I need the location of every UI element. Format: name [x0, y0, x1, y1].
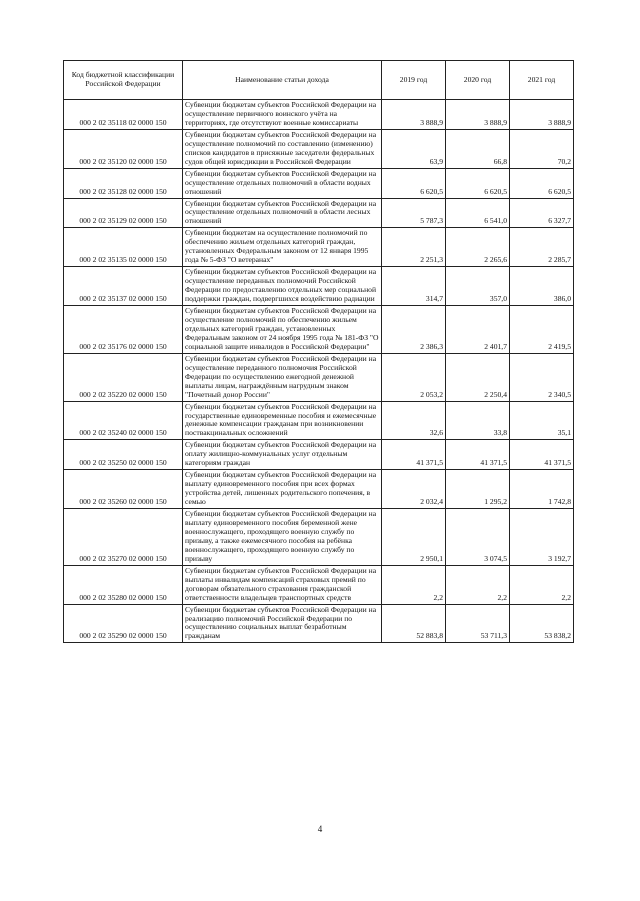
name-cell: Субвенции бюджетам субъектов Российской Федерации на осуществление переданного полномочия Российской Федерации по осуществлению ежегодной денежной выплаты лицам, награждённым нагрудным знаком "Почетный донор России" [183, 353, 382, 401]
value-2020-cell: 66,8 [446, 129, 510, 168]
code-cell: 000 2 02 35128 02 0000 150 [64, 168, 183, 198]
budget-table-container [63, 60, 574, 643]
table-row [64, 353, 574, 401]
value-2021-cell: 6 620,5 [510, 168, 574, 198]
table-row [64, 267, 574, 306]
page-number: 4 [317, 824, 323, 834]
value-2019-cell: 314,7 [382, 267, 446, 306]
header-2020: 2020 год [446, 61, 510, 100]
header-row [64, 61, 574, 100]
value-2021-cell: 70,2 [510, 129, 574, 168]
value-2019-cell: 52 883,8 [382, 604, 446, 643]
name-cell: Субвенции бюджетам субъектов Российской Федерации на осуществление первичного воинского учёта на территориях, где отсутствуют военные комиссариаты [183, 100, 382, 130]
code-cell: 000 2 02 35118 02 0000 150 [64, 100, 183, 130]
value-2021-cell: 2 285,7 [510, 228, 574, 267]
value-2019-cell: 2 032,4 [382, 470, 446, 509]
code-cell: 000 2 02 35137 02 0000 150 [64, 267, 183, 306]
table-row [64, 168, 574, 198]
code-cell: 000 2 02 35135 02 0000 150 [64, 228, 183, 267]
value-2020-cell: 3 074,5 [446, 509, 510, 566]
value-2020-cell: 357,0 [446, 267, 510, 306]
value-2019-cell: 5 787,3 [382, 198, 446, 228]
name-cell: Субвенции бюджетам субъектов Российской Федерации на осуществление отдельных полномочий в области лесных отношений [183, 198, 382, 228]
name-cell: Субвенции бюджетам субъектов Российской Федерации на осуществление переданных полномочий Российской Федерации по предоставлению отдельных мер социальной поддержки граждан, подвергшихся воздействию радиации [183, 267, 382, 306]
name-cell: Субвенции бюджетам на осуществление полномочий по обеспечению жильем отдельных категорий граждан, установленных Федеральным законом от 12 января 1995 года № 5-ФЗ "О ветеранах" [183, 228, 382, 267]
value-2019-cell: 63,9 [382, 129, 446, 168]
value-2020-cell: 1 295,2 [446, 470, 510, 509]
code-cell: 000 2 02 35120 02 0000 150 [64, 129, 183, 168]
value-2020-cell: 2 250,4 [446, 353, 510, 401]
value-2020-cell: 33,8 [446, 401, 510, 440]
value-2020-cell: 3 888,9 [446, 100, 510, 130]
code-cell: 000 2 02 35260 02 0000 150 [64, 470, 183, 509]
code-cell: 000 2 02 35290 02 0000 150 [64, 604, 183, 643]
code-cell: 000 2 02 35250 02 0000 150 [64, 440, 183, 470]
name-cell: Субвенции бюджетам субъектов Российской Федерации на государственные единовременные пособия и ежемесячные денежные компенсации гражданам при возникновении поствакцинальных осложнений [183, 401, 382, 440]
code-cell: 000 2 02 35280 02 0000 150 [64, 565, 183, 604]
code-cell: 000 2 02 35129 02 0000 150 [64, 198, 183, 228]
table-row [64, 306, 574, 354]
code-cell: 000 2 02 35240 02 0000 150 [64, 401, 183, 440]
table-row [64, 509, 574, 566]
value-2020-cell: 6 541,0 [446, 198, 510, 228]
table-row [64, 565, 574, 604]
table-row [64, 198, 574, 228]
value-2019-cell: 2,2 [382, 565, 446, 604]
name-cell: Субвенции бюджетам субъектов Российской Федерации на выплаты инвалидам компенсаций страховых премий по договорам обязательного страхования гражданской ответственности владельцев транспортных средств [183, 565, 382, 604]
value-2019-cell: 32,6 [382, 401, 446, 440]
table-row [64, 228, 574, 267]
value-2021-cell: 2 419,5 [510, 306, 574, 354]
table-row [64, 100, 574, 130]
budget-revenue-table [63, 60, 574, 643]
value-2020-cell: 2 265,6 [446, 228, 510, 267]
value-2021-cell: 2,2 [510, 565, 574, 604]
header-code: Код бюджетной классификации Российской Федерации [64, 61, 183, 100]
value-2020-cell: 2 401,7 [446, 306, 510, 354]
table-row [64, 470, 574, 509]
value-2020-cell: 41 371,5 [446, 440, 510, 470]
name-cell: Субвенции бюджетам субъектов Российской Федерации на выплату единовременного пособия при всех формах устройства детей, лишенных родительского попечения, в семью [183, 470, 382, 509]
value-2021-cell: 53 838,2 [510, 604, 574, 643]
value-2021-cell: 3 888,9 [510, 100, 574, 130]
value-2020-cell: 2,2 [446, 565, 510, 604]
value-2021-cell: 35,1 [510, 401, 574, 440]
code-cell: 000 2 02 35176 02 0000 150 [64, 306, 183, 354]
value-2021-cell: 6 327,7 [510, 198, 574, 228]
name-cell: Субвенции бюджетам субъектов Российской Федерации на оплату жилищно-коммунальных услуг отдельным категориям граждан [183, 440, 382, 470]
name-cell: Субвенции бюджетам субъектов Российской Федерации на осуществление полномочий по обеспечению жильем отдельных категорий граждан, установленных Федеральным законом от 24 ноября 1995 года № 181-ФЗ "О социальной защите инвалидов в Российской Федерации" [183, 306, 382, 354]
value-2021-cell: 3 192,7 [510, 509, 574, 566]
value-2020-cell: 6 620,5 [446, 168, 510, 198]
value-2021-cell: 41 371,5 [510, 440, 574, 470]
table-row [64, 440, 574, 470]
table-row [64, 604, 574, 643]
table-row [64, 401, 574, 440]
table-row [64, 129, 574, 168]
value-2019-cell: 6 620,5 [382, 168, 446, 198]
value-2021-cell: 386,0 [510, 267, 574, 306]
name-cell: Субвенции бюджетам субъектов Российской Федерации на осуществление полномочий по составлению (изменению) списков кандидатов в присяжные заседатели федеральных судов общей юрисдикции в Российской Федерации [183, 129, 382, 168]
table-header [64, 61, 574, 100]
table-body [64, 100, 574, 643]
value-2019-cell: 3 888,9 [382, 100, 446, 130]
value-2021-cell: 1 742,8 [510, 470, 574, 509]
header-2021: 2021 год [510, 61, 574, 100]
value-2020-cell: 53 711,3 [446, 604, 510, 643]
value-2021-cell: 2 340,5 [510, 353, 574, 401]
code-cell: 000 2 02 35220 02 0000 150 [64, 353, 183, 401]
header-name: Наименование статьи дохода [183, 61, 382, 100]
code-cell: 000 2 02 35270 02 0000 150 [64, 509, 183, 566]
value-2019-cell: 2 053,2 [382, 353, 446, 401]
name-cell: Субвенции бюджетам субъектов Российской Федерации на выплату единовременного пособия беременной жене военнослужащего, проходящего военную службу по призыву, а также ежемесячного пособия на ребёнка военнослужащего, проходящего военную службу по призыву [183, 509, 382, 566]
value-2019-cell: 2 950,1 [382, 509, 446, 566]
name-cell: Субвенции бюджетам субъектов Российской Федерации на осуществление отдельных полномочий в области водных отношений [183, 168, 382, 198]
name-cell: Субвенции бюджетам субъектов Российской Федерации на реализацию полномочий Российской Федерации по осуществлению социальных выплат безработным гражданам [183, 604, 382, 643]
value-2019-cell: 41 371,5 [382, 440, 446, 470]
header-2019: 2019 год [382, 61, 446, 100]
value-2019-cell: 2 251,3 [382, 228, 446, 267]
value-2019-cell: 2 386,3 [382, 306, 446, 354]
